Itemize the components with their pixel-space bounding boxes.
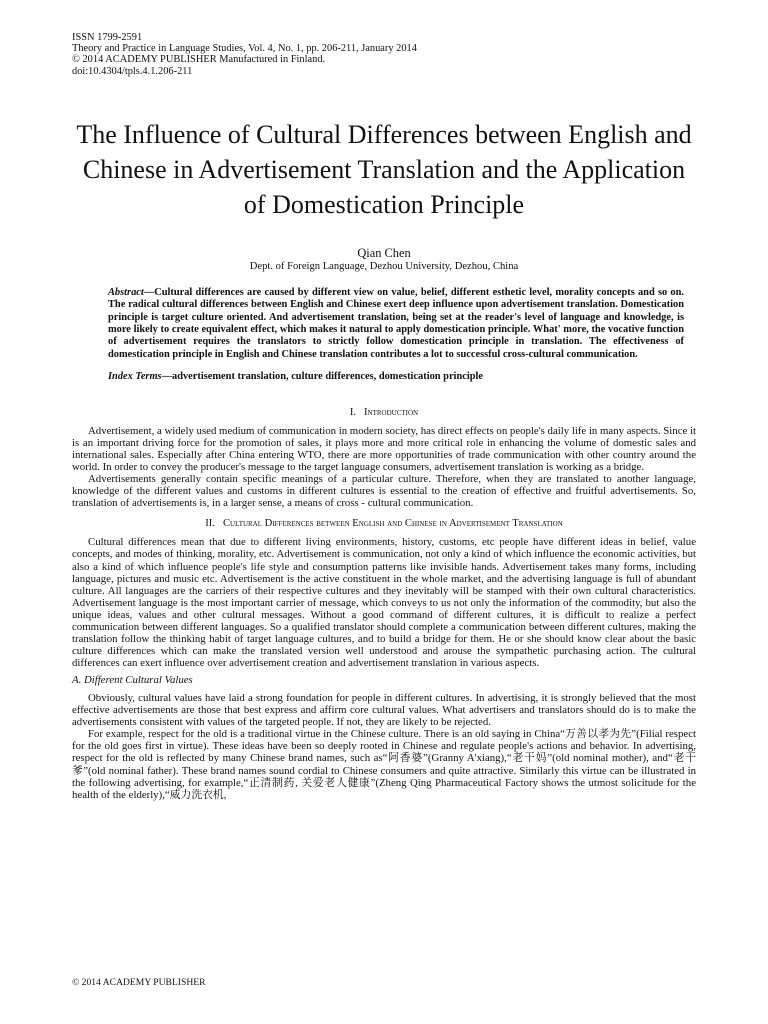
abstract-label: Abstract — [108, 286, 144, 298]
subsection-heading: A. Different Cultural Values — [72, 674, 193, 687]
abstract — [108, 287, 684, 361]
paragraph: Obviously, cultural values have laid a strong foundation for people in different cultures. In advertising, it is strongly believed that the most effective advertisements are those that best express and affirm core cultural values. What advertisers and translators should do is to make the advertisements consistent with values of the targeted people. If not, they are likely to be rejected. — [72, 691, 696, 729]
paragraph: Cultural differences mean that due to different living environments, history, customs, etc people have different ideas in belief, value concepts, and modes of thinking, morality, etc. Advertisement is communication, not only a kind of which influence the economic activities, but also a kind of which influence people's life style and consumption patterns like invisible hands. Advertisement takes many forms, including language, pictures and music etc. Advertisement is the active constituent in the whole market, and the advertising language is full of abundant culture. All languages are the carriers of their respective cultures and they inevitably will be stamped with their own cultural characteristics. Advertisement language is the most important carrier of message, which conveys to us not only the information of the commodity, but also the unique ideas, values and other cultural messages. Without a good command of different cultures, it is difficult to realize a perfect communication between different languages. So a qualified translator should complete a communication between different cultures, making the translation follow the thinking habit of target language cultures, and to build a bridge for them. He or she should know clear about the basic culture differences which can make the translated version well understood and arouse the sympathetic purchasing action. The cultural differences can exert influence over advertisement creation and advertisement translation in various aspects. — [72, 536, 696, 670]
index-terms-text: —advertisement translation, culture differences, domestication principle — [161, 371, 484, 383]
index-terms-label: Index Terms — [108, 371, 162, 383]
page-footer: © 2014 ACADEMY PUBLISHER — [72, 977, 206, 988]
journal-header — [72, 32, 696, 77]
journal-citation: Theory and Practice in Language Studies, Vol. 4, No. 1, pp. 206-211, January 2014 — [72, 43, 417, 55]
index-terms — [108, 371, 684, 383]
paragraph: Advertisement, a widely used medium of communication in modern society, has direct effects on people's daily life in many aspects. Since it is an important driving force for the promotion of sales, it plays more and more critical role in enhancing the volume of domestic sales and international sales. Especially after China entering WTO, there are more opportunities of trade communication with other country around the world. In order to convey the producer's message to the target language consumers, advertisement translation is working as a bridge. — [72, 424, 696, 473]
section-title: Introduction — [364, 406, 419, 418]
author-affiliation: Dept. of Foreign Language, Dezhou University, Dezhou, China — [249, 260, 519, 272]
section-number: II. — [205, 518, 215, 530]
section-heading-cultural-differences — [72, 517, 696, 530]
issn: ISSN 1799-2591 — [72, 32, 143, 43]
section-number: I. — [349, 406, 357, 418]
author-name: Qian Chen — [357, 245, 411, 260]
paper-page — [72, 32, 696, 801]
paragraph: Advertisements generally contain specific meanings of a particular culture. Therefore, when they are translated to another language, knowledge of the different values and customs in different cultures is essential to the creation of effective and fruitful advertisements. So, translation of advertisements is, in a larger sense, a means of cross - cultural communication. — [72, 473, 696, 510]
paragraph: For example, respect for the old is a traditional virtue in the Chinese culture. There is an old saying in China“万善以孝为先”(Filial respect for the old goes first in virtue). These ideas have been so deeply rooted in Chinese and regulate people's actions and behavior. In advertising, respect for the old is reflected by many Chinese brand names, such as“阿香婆”(Granny A'xiang),“老干妈”(old nominal mother), and“老干爹”(old nominal father). These brand names sound cordial to Chinese consumers and quite attractive. Similarly this virtue can be illustrated in the following advertising, for example,“正清制药, 关爱老人健康”(Zheng Qing Pharmaceutical Factory shows the utmost solicitude for the health of the elderly),“威力洗衣机, — [72, 728, 696, 801]
section-heading-introduction — [72, 406, 696, 419]
paper-title: The Influence of Cultural Differences between English and Chinese in Advertisement Translation and the Application of Domestication Principle — [76, 119, 692, 219]
doi: doi:10.4304/tpls.4.1.206-211 — [72, 65, 193, 77]
section-title: Cultural Differences between English and Chinese in Advertisement Translation — [222, 518, 563, 530]
copyright-line: © 2014 ACADEMY PUBLISHER Manufactured in Finland. — [72, 54, 326, 66]
abstract-text: —Cultural differences are caused by different view on value, belief, different esthetic level, morality concepts and so on. The radical cultural differences between English and Chinese exert deep influence upon advertisement translation. Domestication principle is target culture oriented. And advertisement translation, being set at the reader's level of language and knowledge, is more likely to create equivalent effect, which makes it natural to apply domestication principle. What' more, the vocative function of advertisement requires the translators to strictly follow domestication principle in translation. The effectiveness of domestication principle in English and Chinese translation contributes a lot to successful cross-cultural communication. — [108, 286, 684, 360]
